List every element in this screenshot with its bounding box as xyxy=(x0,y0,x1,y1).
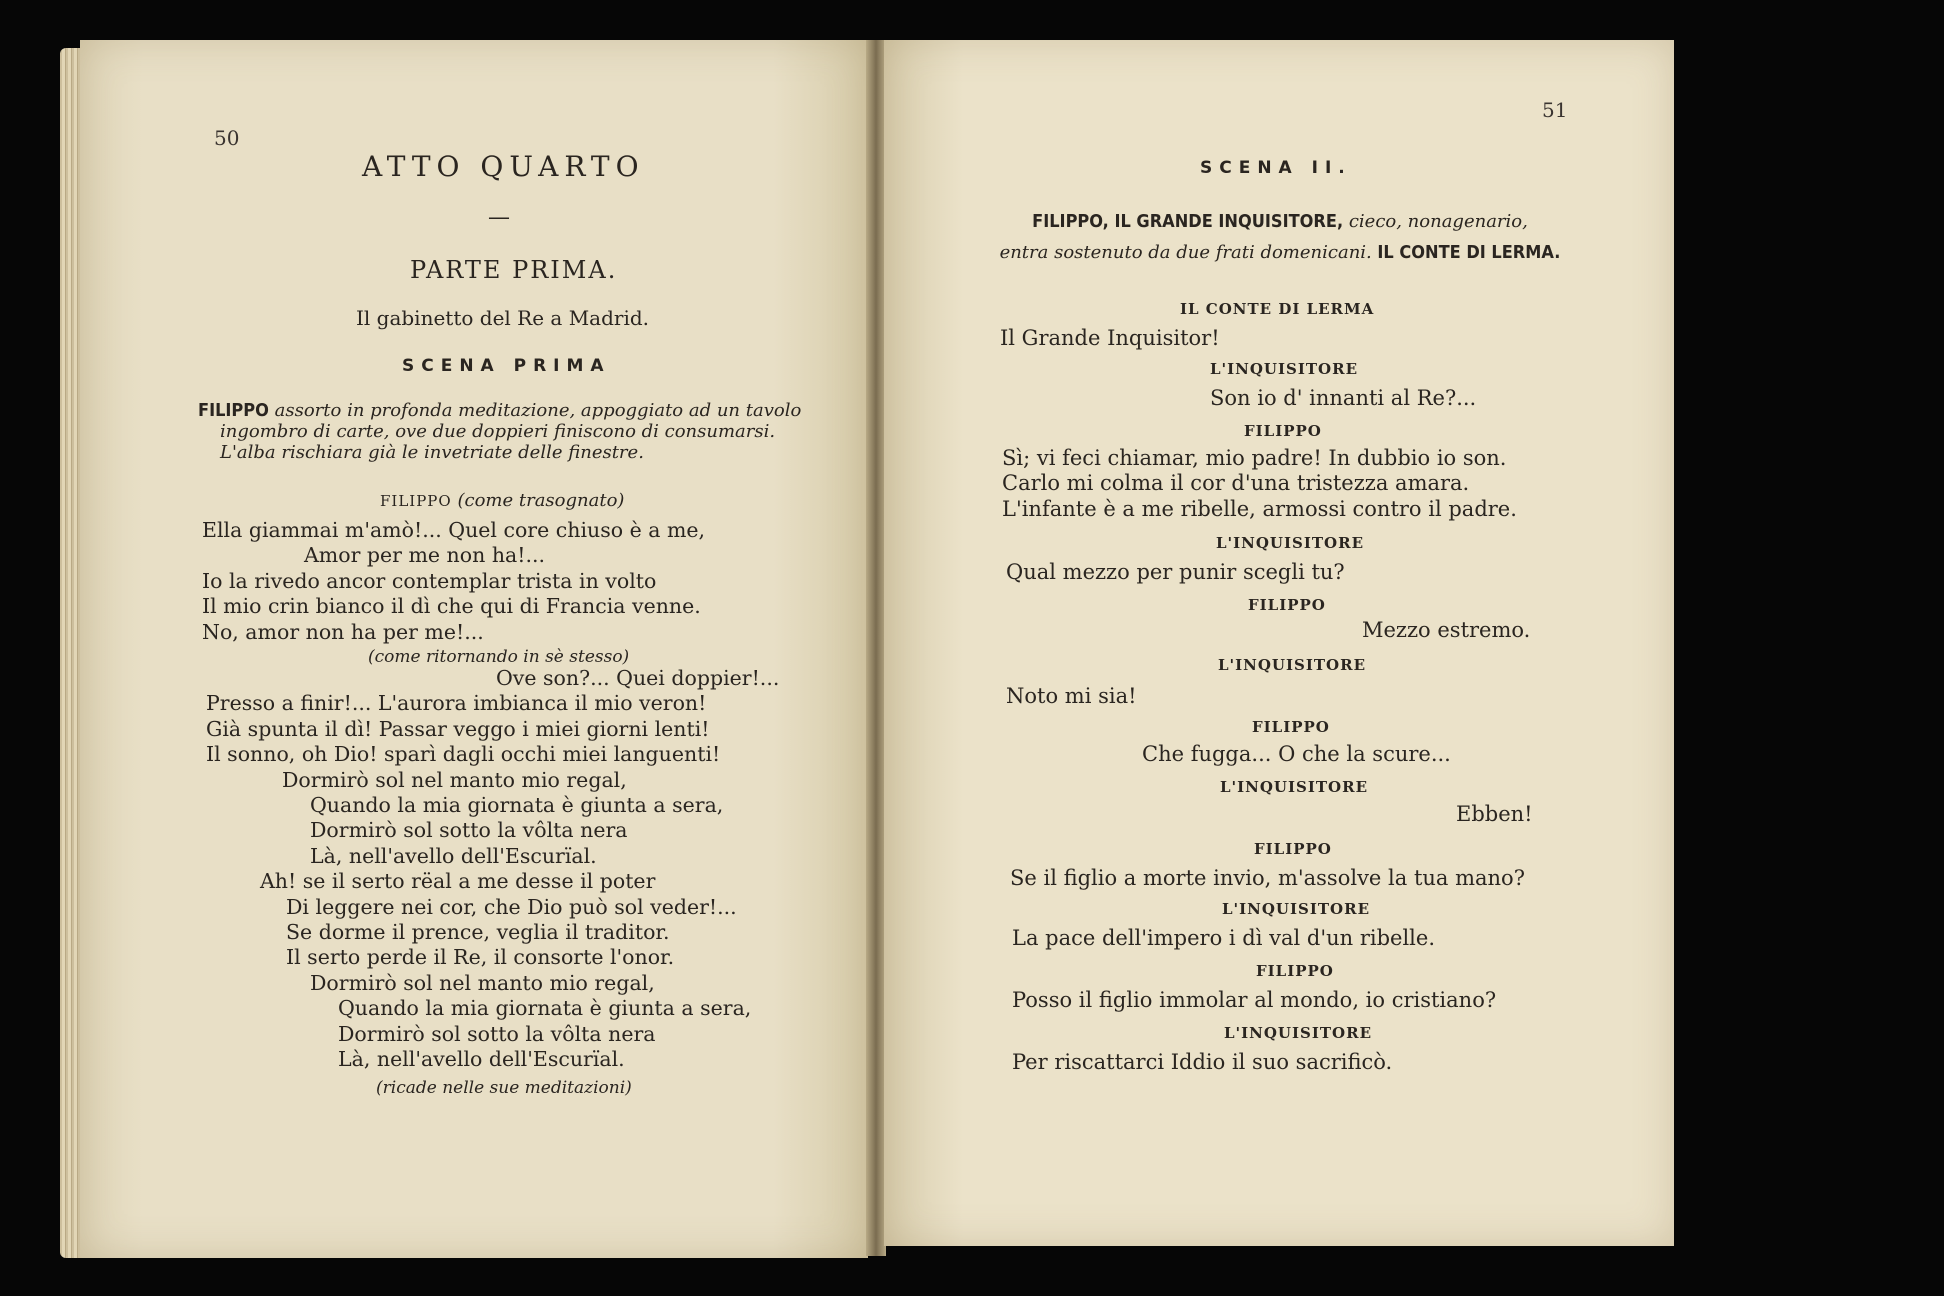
stage-ital-2: entra sostenuto da due frati domenicani. xyxy=(999,242,1372,263)
verse-line: Amor per me non ha!... xyxy=(304,543,546,568)
stage-text: assorto in profonda meditazione, appoggiato ad un tavolo ingombro di carte, ove due doppieri finiscono di consumarsi. L'alba rischiara già le invetriate delle finestre. xyxy=(220,400,802,463)
verse-block-a xyxy=(202,518,705,645)
line: L'infante è a me ribelle, armossi contro il padre. xyxy=(1002,496,1517,521)
verse-line: Dormirò sol nel manto mio regal, xyxy=(282,767,627,792)
book-gutter xyxy=(866,40,886,1256)
line: Qual mezzo per punir scegli tu? xyxy=(1006,560,1345,584)
verse-line: Ella giammai m'amò!... Quel core chiuso è a me, xyxy=(202,518,706,542)
verse-line: Di leggere nei cor, che Dio può sol veder!... xyxy=(286,894,737,919)
line: Ebben! xyxy=(1456,802,1533,826)
line: Mezzo estremo. xyxy=(1362,618,1531,642)
setting-line: Il gabinetto del Re a Madrid. xyxy=(356,306,650,330)
line: Il Grande Inquisitor! xyxy=(1000,326,1220,350)
verse-line: Se dorme il prence, veglia il traditor. xyxy=(286,920,670,945)
line: Sì; vi feci chiamar, mio padre! In dubbio io son. xyxy=(1002,446,1507,470)
line: Se il figlio a morte invio, m'assolve la tua mano? xyxy=(1010,866,1525,890)
verse-line: Quando la mia giornata è giunta a sera, xyxy=(310,793,724,818)
part-title: PARTE PRIMA. xyxy=(410,256,618,284)
speaker-inquisitore: L'INQUISITORE xyxy=(1218,656,1367,674)
line: Per riscattarci Iddio il suo sacrificò. xyxy=(1012,1050,1393,1074)
speaker-inquisitore: L'INQUISITORE xyxy=(1210,360,1359,378)
verse-line: Là, nell'avello dell'Escurïal. xyxy=(338,1047,625,1072)
verse-line: No, amor non ha per me!... xyxy=(202,619,484,644)
stage-speaker: FILIPPO xyxy=(198,400,269,421)
speaker-filippo: FILIPPO xyxy=(1244,422,1322,440)
speaker-filippo: FILIPPO xyxy=(1252,718,1330,736)
speaker-filippo xyxy=(380,490,624,511)
verse-line: Presso a finir!... L'aurora imbianca il mio veron! xyxy=(206,691,707,716)
right-page-number: 51 xyxy=(1542,98,1568,122)
speaker-inquisitore: L'INQUISITORE xyxy=(1224,1024,1373,1042)
stage-caps-1: FILIPPO, IL GRANDE INQUISITORE, xyxy=(1032,211,1344,232)
speaker-name: FILIPPO xyxy=(380,492,452,510)
verse-line: Dormirò sol sotto la vôlta nera xyxy=(310,818,628,843)
verse-line: Il sonno, oh Dio! sparì dagli occhi miei languenti! xyxy=(206,742,721,767)
line: Carlo mi colma il cor d'una tristezza amara. xyxy=(1002,471,1470,496)
verse-line: Dormirò sol nel manto mio regal, xyxy=(310,970,655,995)
speaker-inquisitore: L'INQUISITORE xyxy=(1222,900,1371,918)
line: La pace dell'impero i dì val d'un ribelle. xyxy=(1012,926,1436,950)
verse-line: Il mio crin bianco il dì che qui di Francia venne. xyxy=(202,594,701,619)
verse-line: Io la rivedo ancor contemplar trista in volto xyxy=(202,568,657,593)
title-dash: — xyxy=(488,205,510,230)
verse-line: Là, nell'avello dell'Escurïal. xyxy=(310,843,597,868)
act-title: ATTO QUARTO xyxy=(362,150,645,183)
stage-ital-1: cieco, nonagenario, xyxy=(1343,211,1528,232)
stage-direction-left xyxy=(198,400,836,463)
line: Che fugga... O che la scure... xyxy=(1142,742,1451,766)
verse-line: Ah! se il serto rëal a me desse il poter xyxy=(260,869,656,894)
scene-title-left: SCENA PRIMA xyxy=(402,356,611,376)
speaker-filippo: FILIPPO xyxy=(1248,596,1326,614)
verse-line: Ove son?... Quei doppier!... xyxy=(496,666,780,690)
stage-direction-right xyxy=(980,206,1580,268)
line: Noto mi sia! xyxy=(1006,684,1137,708)
line: Son io d' innanti al Re?... xyxy=(1210,386,1477,410)
speaker-filippo: FILIPPO xyxy=(1254,840,1332,858)
left-page-number: 50 xyxy=(214,126,240,150)
line: Posso il figlio immolar al mondo, io cristiano? xyxy=(1012,988,1497,1012)
speaker-filippo: FILIPPO xyxy=(1256,962,1334,980)
verse-block-b xyxy=(206,666,779,1073)
verse-line: Già spunta il dì! Passar veggo i miei giorni lenti! xyxy=(206,716,710,741)
verse-line: Il serto perde il Re, il consorte l'onor. xyxy=(286,945,675,970)
verse-line: Quando la mia giornata è giunta a sera, xyxy=(338,996,752,1021)
stage-caps-2: IL CONTE DI LERMA. xyxy=(1371,242,1561,263)
speaker-direction: (come trasognato) xyxy=(457,490,625,511)
speaker-lerma: IL CONTE DI LERMA xyxy=(1180,300,1375,318)
filippo-verses xyxy=(1002,446,1517,522)
verse-line: Dormirò sol sotto la vôlta nera xyxy=(338,1021,656,1046)
stage-direction-2: (come ritornando in sè stesso) xyxy=(368,647,630,667)
speaker-inquisitore: L'INQUISITORE xyxy=(1216,534,1365,552)
speaker-inquisitore: L'INQUISITORE xyxy=(1220,778,1369,796)
stage-direction-3: (ricade nelle sue meditazioni) xyxy=(376,1078,632,1098)
scene-title-right: SCENA II. xyxy=(1200,158,1352,178)
